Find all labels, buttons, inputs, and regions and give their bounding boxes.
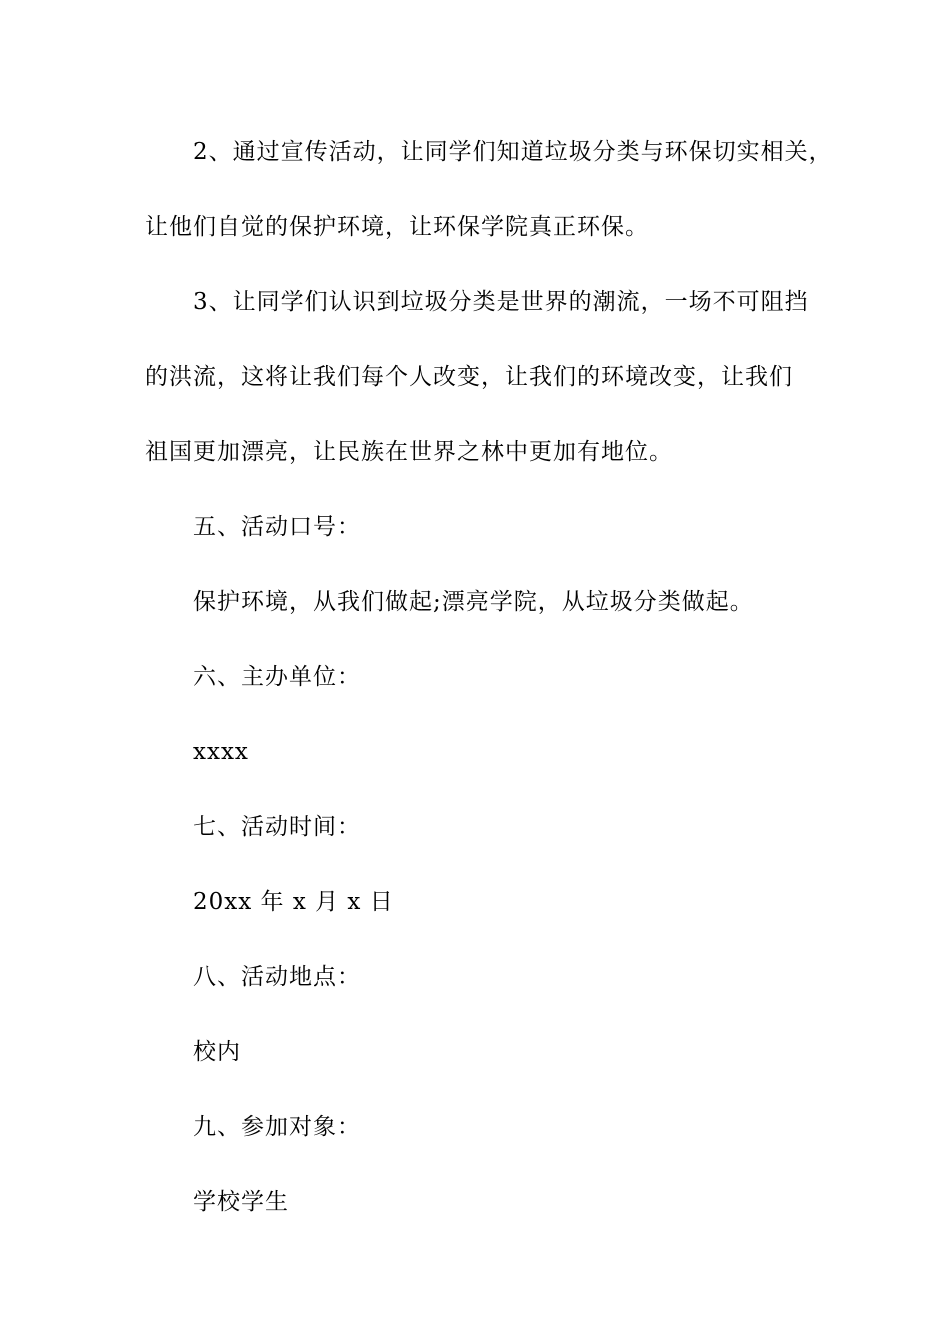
section-heading-slogan: 五、活动口号： (193, 514, 361, 540)
paragraph-3-line-1: 3、让同学们认识到垃圾分类是世界的潮流，一场不可阻挡 (193, 289, 809, 315)
section-heading-organizer: 六、主办单位： (193, 664, 361, 690)
section-content-location: 校内 (193, 1039, 241, 1065)
section-heading-time: 七、活动时间： (193, 814, 361, 840)
paragraph-2-line-1: 2、通过宣传活动，让同学们知道垃圾分类与环保切实相关， (193, 139, 833, 165)
section-content-organizer: xxxx (193, 739, 249, 765)
section-content-time: 20xx 年 x 月 x 日 (193, 889, 394, 915)
paragraph-2-line-2: 让他们自觉的保护环境，让环保学院真正环保。 (145, 214, 649, 240)
paragraph-3-line-3: 祖国更加漂亮，让民族在世界之林中更加有地位。 (145, 439, 673, 465)
section-content-participants: 学校学生 (193, 1189, 289, 1215)
paragraph-3-line-2: 的洪流，这将让我们每个人改变，让我们的环境改变，让我们 (145, 364, 793, 390)
section-content-slogan: 保护环境，从我们做起;漂亮学院，从垃圾分类做起。 (193, 589, 754, 615)
section-heading-location: 八、活动地点： (193, 964, 361, 990)
section-heading-participants: 九、参加对象： (193, 1114, 361, 1140)
